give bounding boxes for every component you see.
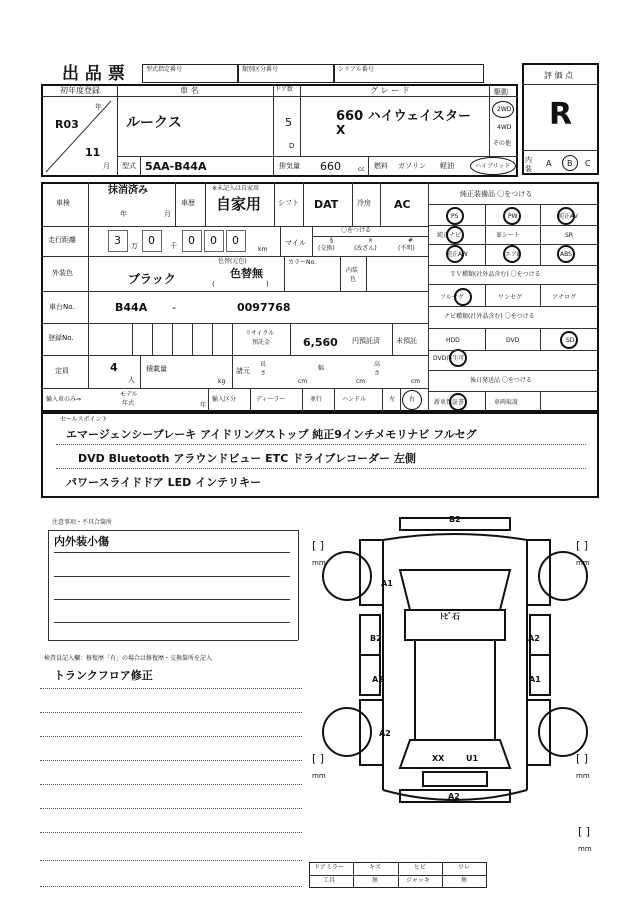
- mm-top-left: mm: [312, 559, 326, 567]
- acc-value-tool-status: 無: [372, 877, 379, 884]
- mileage-label: 走行距離: [48, 236, 76, 244]
- grade-line2: X: [336, 123, 346, 137]
- inspector-value: トランクフロア修正: [54, 669, 153, 682]
- mileage-exchange-mark: §: [330, 237, 333, 244]
- mm-mid-left: mm: [312, 772, 326, 780]
- import-dealer: ディーラー: [256, 396, 286, 403]
- option-sr: SR: [565, 232, 573, 239]
- history-label: 車歴: [181, 199, 195, 207]
- later-title: 後日発送品 〇をつける: [470, 377, 532, 384]
- drive-label: 駆動: [494, 88, 508, 96]
- color-value: ブラック: [128, 272, 176, 286]
- mileage-d2: 0: [148, 234, 155, 247]
- fuel-hybrid-circle: [470, 157, 516, 175]
- option-av: 純正AV: [558, 213, 578, 220]
- mm-mid-right: mm: [576, 772, 590, 780]
- doc-title: 出 品 票: [62, 64, 125, 84]
- inspector-label: 検査員記入欄：修復歴「有」の場合は修復歴・交換箇所を記入: [44, 655, 213, 662]
- diagram-label-a2-bottom: A2: [448, 792, 460, 801]
- sales-point-line1: エマージェンシーブレーキ アイドリングストップ 純正9インチメモリナビ フルセグ: [66, 428, 477, 441]
- drive-4wd: 4WD: [497, 124, 512, 131]
- shaken-label: 車検: [56, 199, 70, 207]
- color-paren-close: ): [266, 280, 269, 288]
- mileage-km: km: [258, 246, 268, 253]
- displacement: 660: [320, 160, 341, 173]
- navi-dvd: DVD: [506, 337, 520, 344]
- sales-point-line2: DVD Bluetooth アラウンドビュー ETC ドライブレコーダー 左側: [78, 452, 416, 465]
- diagram-label-chip: ﾄﾋﾞ石: [440, 612, 460, 621]
- car-name: ルークス: [126, 115, 182, 131]
- diagram-label-a2-left: A2: [372, 675, 384, 684]
- diagram-label-a2-right-door: A2: [528, 634, 540, 643]
- fuel-label: 燃料: [374, 162, 388, 170]
- option-leather: 革シート: [496, 232, 521, 239]
- mileage-unknown: (不明): [398, 245, 415, 252]
- tv-fullseg: フルセグ: [440, 294, 464, 301]
- mileage-d1: 3: [114, 234, 121, 247]
- option-pw: PW: [508, 213, 518, 220]
- acc-header-mirror: ドアミラー: [314, 864, 344, 871]
- caution-label: 注意事項・不具合箇所: [52, 519, 113, 526]
- capacity-value: 4: [110, 361, 118, 374]
- bracket-mid-left: [ ]: [312, 752, 325, 765]
- bracket-top-right: [ ]: [576, 539, 589, 552]
- mileage-modified: (改ざん): [354, 245, 377, 252]
- width-label: 幅: [318, 365, 325, 372]
- fuel-hybrid: ハイブリッド: [475, 163, 511, 170]
- month-unit: 月: [103, 162, 110, 170]
- color-label: 外装色: [52, 269, 73, 277]
- later-warranty: 新車保証書: [434, 399, 465, 406]
- handle-right: 右: [409, 396, 416, 403]
- caution-value: 内外装小傷: [54, 535, 109, 548]
- later-manual: 車両取説: [494, 399, 519, 406]
- option-abs-circle: [557, 245, 575, 263]
- history-note: ※未記入は自家用: [212, 185, 260, 192]
- mileage-mile: マイル: [285, 239, 306, 247]
- interior-b: B: [567, 159, 573, 168]
- sales-points-label: セールスポイント: [60, 416, 108, 423]
- model-year-label2: 年式: [122, 400, 135, 407]
- chassis-label: 車台No.: [49, 303, 75, 311]
- bracket-top-left: [ ]: [312, 539, 325, 552]
- sales-point-line3: パワースライドドア LED インテリキー: [66, 476, 262, 489]
- later-warranty-circle: [449, 393, 467, 411]
- color-no-label: カラーNo.: [288, 259, 316, 266]
- import-type-label: 輸入区分: [212, 396, 237, 403]
- model-year-label1: モデル: [120, 391, 138, 398]
- model-type-label: 型式: [122, 162, 136, 170]
- diagram-label-a1-front: A1: [381, 579, 393, 588]
- height-label1: 高: [374, 361, 381, 368]
- option-av-circle: [557, 207, 575, 225]
- displacement-label: 排気量: [279, 162, 300, 170]
- width-cm: cm: [356, 378, 366, 385]
- eval-label: 評 価 点: [544, 71, 574, 80]
- option-navi: 純正ナビ: [437, 232, 462, 239]
- diagram-label-xx: XX: [432, 754, 445, 763]
- shaken-month-unit: 月: [164, 210, 171, 218]
- color-original-value: 色替無: [230, 267, 263, 280]
- acc-header-break: ワレ: [458, 864, 471, 871]
- diagram-label-b2-left: B2: [370, 634, 382, 643]
- doors-unit: D: [289, 142, 295, 150]
- acc-value-jack: ジャッキ: [406, 877, 430, 884]
- mileage-exchange: (交換): [318, 245, 335, 252]
- handle-right-circle: [402, 390, 422, 410]
- option-ps: PS: [451, 213, 459, 220]
- first-reg-label: 初年度登録: [60, 86, 100, 95]
- era-year: R03: [55, 118, 79, 131]
- import-label: 輸入車のみ⇒: [46, 396, 82, 403]
- mileage-modified-mark: ×: [368, 237, 374, 244]
- fuel-diesel: 軽油: [440, 162, 454, 170]
- grade-label: グ レ ー ド: [370, 86, 410, 95]
- navi-dvd-play-circle: [449, 349, 467, 367]
- chassis-number: 0097768: [237, 301, 291, 314]
- mileage-sen: 千: [170, 242, 177, 250]
- interior-c: C: [585, 159, 591, 168]
- history-value: 自家用: [216, 195, 262, 213]
- bracket-mid-right: [ ]: [576, 752, 589, 765]
- diagram-label-b2-top: B2: [449, 515, 461, 524]
- navi-hdd: HDD: [446, 337, 460, 344]
- option-pw-circle: [503, 207, 521, 225]
- doors-label: ドア数: [275, 86, 293, 93]
- ac-value: AC: [394, 198, 411, 211]
- navi-dvd-play: DVD再生可: [433, 355, 465, 362]
- mileage-d3: 0: [188, 234, 195, 247]
- registration-label: 登録No.: [48, 334, 74, 342]
- shift-value: DAT: [314, 198, 339, 211]
- option-aw: 純正AW: [446, 251, 468, 258]
- model-cert-label: 型式指定番号: [146, 66, 183, 73]
- model-type: 5AA-B44A: [145, 160, 207, 173]
- tv-fullseg-circle: [454, 288, 472, 306]
- navi-sd-circle: [560, 331, 578, 349]
- handle-label: ハンドル: [342, 396, 367, 403]
- year-unit: 年: [95, 103, 102, 111]
- mm-bottom-right: mm: [578, 845, 592, 853]
- interior-a: A: [546, 159, 552, 168]
- diagram-label-a2-rear-left: A2: [379, 729, 391, 738]
- car-name-label: 車 名: [180, 86, 199, 95]
- capacity-unit: 人: [128, 376, 135, 384]
- capacity-label: 定員: [55, 367, 69, 375]
- recycle-deposited: 円預託済: [352, 337, 380, 345]
- mileage-d5: 0: [232, 234, 239, 247]
- grade-line1: 660 ハイウェイスター: [336, 109, 472, 124]
- eval-score: R: [549, 97, 573, 132]
- height-cm: cm: [411, 378, 421, 385]
- color-original-label: 色替(元色): [218, 258, 247, 265]
- category-label: 類別区分番号: [242, 66, 279, 73]
- handle-left: 左: [389, 396, 396, 403]
- import-parallel: 並行: [310, 396, 323, 403]
- load-label: 積載量: [146, 365, 167, 373]
- import-year-unit: 年: [200, 402, 207, 409]
- recycle-label1: リサイクル: [245, 330, 275, 337]
- tv-title: ＴＶ種類(社外品含む) 〇をつける: [450, 271, 541, 278]
- diagram-label-u1: U1: [466, 754, 479, 763]
- bracket-bottom-right: [ ]: [578, 825, 591, 838]
- drive-2wd: 2WD: [497, 106, 512, 113]
- navi-title: ナビ種類(社外品含む) 〇をつける: [444, 313, 535, 320]
- diagram-label-a1-right: A1: [529, 675, 541, 684]
- length-label1: 長: [260, 361, 267, 368]
- interior-grade-label: 内装: [525, 156, 532, 173]
- color-paren-open: (: [212, 280, 215, 288]
- options-title: 純正装備品 〇をつける: [460, 190, 533, 198]
- fuel-gasoline: ガソリン: [398, 162, 426, 170]
- displacement-unit: cc: [358, 166, 365, 173]
- shaken-value: 抹消済み: [108, 185, 148, 196]
- length-cm: cm: [298, 378, 308, 385]
- tv-analog: アナログ: [552, 294, 577, 301]
- option-abs: ABS: [560, 251, 572, 258]
- load-unit: kg: [218, 378, 226, 385]
- acc-value-tool: 工具: [323, 877, 336, 884]
- mileage-circle-note: 〇をつける: [341, 227, 372, 234]
- tv-oneseg: ワンセグ: [498, 294, 523, 301]
- acc-header-scratch: キズ: [369, 864, 381, 871]
- dims-label: 諸元: [236, 367, 250, 375]
- acc-header-crack: ヒビ: [414, 864, 427, 871]
- option-aw-circle: [446, 245, 464, 263]
- ac-label: 冷房: [357, 199, 371, 207]
- acc-value-jack-status: 無: [461, 877, 468, 884]
- option-navi-circle: [446, 226, 464, 244]
- mileage-d4: 0: [210, 234, 217, 247]
- doors: 5: [285, 116, 292, 129]
- height-label2: さ: [374, 370, 381, 377]
- recycle-label2: 預託金: [252, 339, 271, 346]
- serial-label: シリアル番号: [338, 66, 374, 73]
- interior-color-label1: 内装: [346, 267, 359, 274]
- recycle-not-deposited: 未預託: [396, 337, 417, 345]
- mileage-man: 万: [131, 242, 138, 250]
- navi-sd: SD: [566, 337, 575, 344]
- option-airbag: エアB: [505, 251, 522, 258]
- chassis-dash: -: [172, 301, 176, 314]
- reg-month: 11: [85, 146, 101, 159]
- length-label2: さ: [260, 370, 267, 377]
- shift-label: シフト: [278, 199, 299, 207]
- option-airbag-circle: [503, 245, 521, 263]
- drive-2wd-circle: [492, 101, 514, 118]
- drive-other: その他: [493, 140, 512, 147]
- shaken-year-unit: 年: [120, 210, 127, 218]
- chassis-prefix: B44A: [115, 301, 148, 314]
- mileage-unknown-mark: #: [408, 237, 414, 244]
- interior-color-label2: 色: [350, 276, 357, 283]
- mm-top-right: mm: [576, 559, 590, 567]
- interior-b-circle: [562, 155, 578, 171]
- recycle-value: 6,560: [303, 336, 338, 349]
- option-ps-circle: [446, 207, 464, 225]
